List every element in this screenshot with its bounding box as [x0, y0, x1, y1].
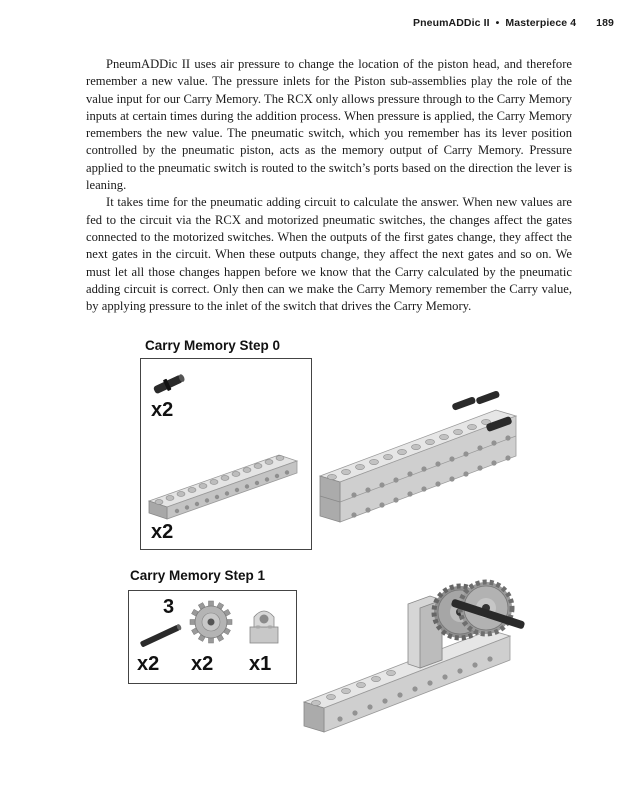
header-chapter: Masterpiece 4 [505, 17, 577, 29]
paragraph: PneumADDic II uses air pressure to change the location of the piston head, and therefore remember a new value. The pressure inlets for the Piston sub-assemblies play the role of the value input for our Carry Memory. The RCX only allows pressure through to the Carry Memory inputs at certain times during the addition process. When pressure is applied, the Carry Memory remembers the new value. The pneumatic switch, which you remember has its lever position controlled by the pneumatic piston, acts as the memory output of Carry Memory. Pressure applied to the pneumatic switch is routed to the switch’s ports based on the direction the lever is leaning. [86, 57, 572, 193]
axle-pin-icon [149, 369, 189, 399]
step0-parts-box [140, 358, 312, 550]
step0-title: Carry Memory Step 0 [145, 338, 281, 353]
bearing-block-icon [247, 607, 281, 647]
step0-qty-technic-beam: x2 [151, 521, 174, 543]
step1-title: Carry Memory Step 1 [130, 568, 266, 583]
header-separator: • [495, 17, 500, 29]
paragraph: It takes time for the pneumatic adding circuit to calculate the answer. When new values are fed to the circuit via the RCX and motorized pneumatic switches, the changes affect the gates connected to the motorized switches. When the outputs of the first gates change, they affect the next gates in the circuit. When these outputs change, they affect the next gates and so on. We must let all those changes happen before we know that the Carry calculated by the pneumatic adding circuit is correct. Only then can we make the Carry Memory remember the Carry value, by applying pressure to the inlet of the switch that drives the Carry Memory. [86, 195, 572, 314]
step0-assembly-illustration [316, 394, 526, 544]
header-book-title: PneumADDic II [413, 17, 490, 29]
running-header [413, 17, 614, 29]
gear-icon [189, 597, 233, 647]
step1-axle-length: 3 [163, 596, 175, 618]
page-number: 189 [596, 17, 614, 29]
step0-qty-axle-pin: x2 [151, 399, 174, 421]
axle-icon [137, 623, 183, 649]
step1-qty-gear: x2 [191, 653, 214, 675]
step1-assembly-illustration [300, 572, 530, 742]
step1-qty-axle: x2 [137, 653, 160, 675]
technic-beam-icon [147, 449, 307, 519]
step1-qty-bearing-block: x1 [249, 653, 272, 675]
step1-parts-box [128, 590, 297, 684]
body-text [86, 56, 572, 315]
